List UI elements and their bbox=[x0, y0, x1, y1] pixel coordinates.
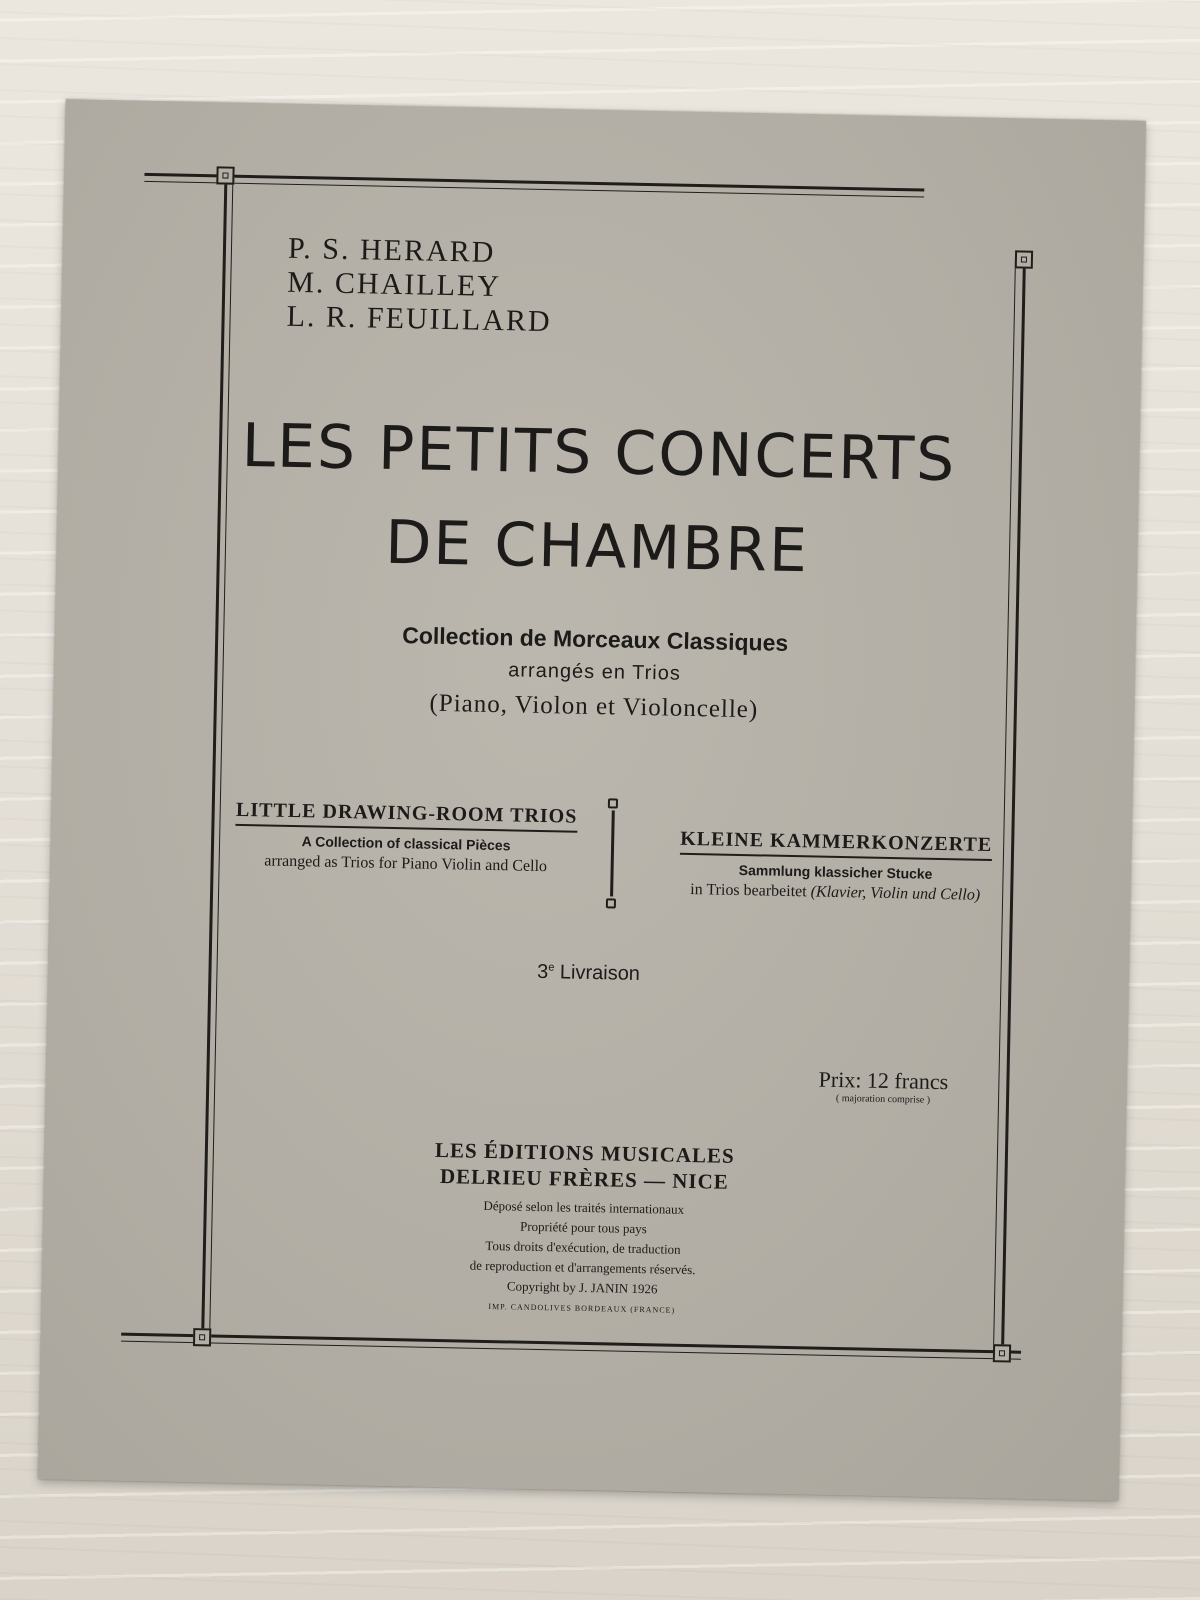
german-heading: KLEINE KAMMERKONZERTE bbox=[680, 828, 992, 861]
frame-corner-bottom-right bbox=[993, 1344, 1011, 1362]
subtitle-instruments: (Piano, Violon et Violoncelle) bbox=[429, 689, 759, 724]
english-heading: LITTLE DRAWING-ROOM TRIOS bbox=[236, 799, 578, 833]
ornament-bar bbox=[610, 810, 615, 896]
main-title bbox=[56, 395, 1140, 605]
composer-name: M. CHAILLEY bbox=[286, 265, 502, 304]
frame-corner-top-left bbox=[216, 166, 234, 184]
ornament-knob-top bbox=[608, 798, 618, 808]
printer-credit: IMP. CANDOLIVES BORDEAUX (FRANCE) bbox=[488, 1302, 676, 1315]
column-divider-ornament bbox=[605, 798, 621, 910]
legal-notice bbox=[42, 1187, 1124, 1309]
legal-line: Tous droits d'exécution, de traduction bbox=[485, 1237, 681, 1257]
english-line-2: arranged as Trios for Piano Violin and Cello bbox=[264, 852, 548, 876]
legal-line: Déposé selon les traités internationaux bbox=[483, 1197, 685, 1217]
composer-name: L. R. FEUILLARD bbox=[286, 299, 552, 339]
price-block bbox=[798, 1066, 969, 1106]
sheet-music-cover bbox=[38, 99, 1145, 1500]
frame-corner-bottom-left bbox=[193, 1328, 211, 1346]
issue-number-suffix: e bbox=[548, 961, 555, 974]
frame-corner-top-right bbox=[1015, 250, 1033, 268]
composer-name: P. S. HERARD bbox=[287, 231, 496, 269]
german-line-2-instruments: (Klavier, Violin und Cello) bbox=[810, 883, 981, 904]
english-line-1: A Collection of classical Pièces bbox=[301, 833, 511, 854]
issue-number-label: Livraison bbox=[554, 961, 641, 985]
subtitle-collection: Collection de Morceaux Classiques bbox=[401, 622, 789, 656]
copyright-line: Copyright by J. JANIN 1926 bbox=[506, 1278, 658, 1297]
price-note: ( majoration comprise ) bbox=[835, 1092, 931, 1106]
ornament-knob-bottom bbox=[606, 898, 616, 908]
german-description bbox=[640, 827, 1031, 908]
title-line-1: LES PETITS CONCERTS bbox=[241, 410, 957, 496]
composer-list bbox=[286, 232, 553, 339]
legal-line: de reproduction et d'arrangements réservés. bbox=[469, 1257, 696, 1278]
legal-line: Propriété pour tous pays bbox=[519, 1218, 647, 1237]
english-description bbox=[210, 798, 601, 879]
issue-number-value: 3 bbox=[536, 960, 549, 984]
german-line-2-prefix: in Trios bearbeitet bbox=[690, 880, 811, 901]
title-line-2: DE CHAMBRE bbox=[384, 507, 810, 587]
price-text: Prix: 12 francs bbox=[818, 1066, 949, 1095]
subtitle-arranged: arrangés en Trios bbox=[508, 659, 682, 685]
subtitle-block bbox=[54, 611, 1136, 737]
german-line-1: Sammlung klassicher Stucke bbox=[738, 861, 933, 882]
publisher-block bbox=[42, 1129, 1125, 1324]
publisher-line-2: DELRIEU FRÈRES — NICE bbox=[439, 1164, 730, 1194]
publisher-line-1: LES ÉDITIONS MUSICALES bbox=[434, 1137, 736, 1168]
